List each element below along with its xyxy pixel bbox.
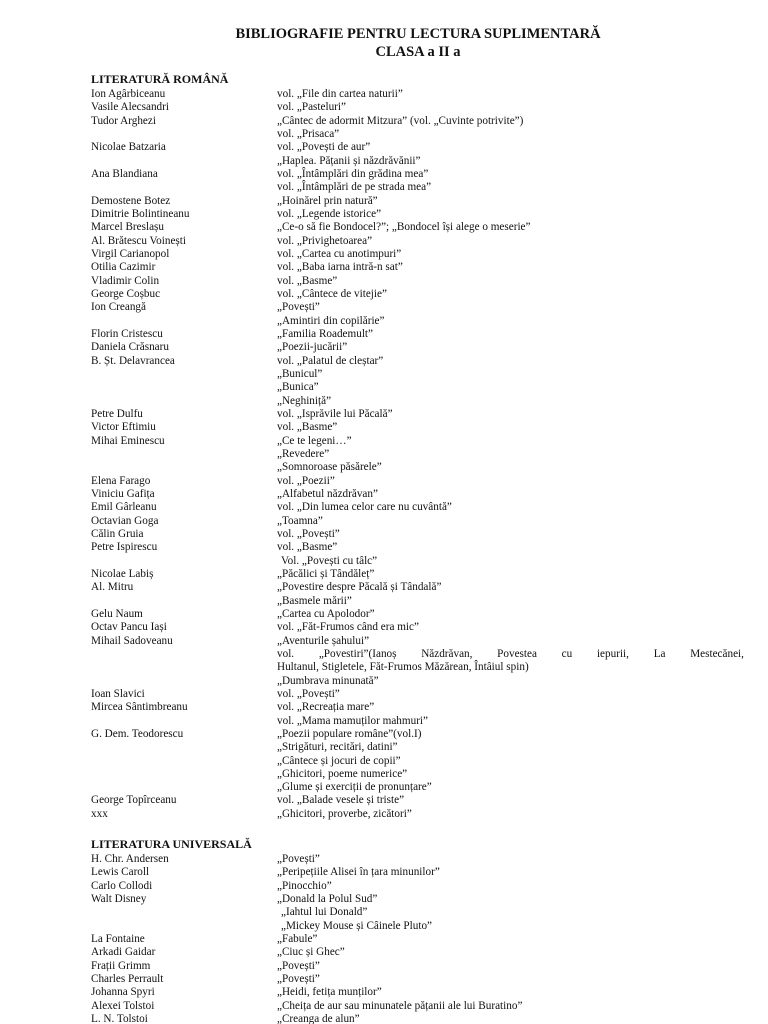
work-title: „Cântece și jocuri de copii” [277,754,401,767]
word: Povestea [497,647,537,660]
work-title: „Ghicitori, poeme numerice” [277,767,408,780]
author-name: Călin Gruia [91,527,144,540]
work-title: „Ce te legeni…” [277,434,352,447]
work-title: „Cartea cu Apolodor” [277,607,375,620]
author-name: Mihai Eminescu [91,434,165,447]
work-title: vol. „Balade vesele și triste” [277,794,405,807]
word: iepurii, [596,647,629,660]
author-name: Florin Cristescu [91,327,163,340]
list-item [0,794,768,807]
work-title: „Toamna” [277,514,323,527]
author-name: L. N. Tolstoi [91,1013,148,1024]
list-item [0,1000,768,1013]
work-title: vol. „Legende istorice” [277,207,382,220]
author-name: Walt Disney [91,893,147,906]
work-title: „Somnoroase păsărele” [277,461,382,474]
document-subtitle: CLASA a II a [375,44,461,60]
author-name: Marcel Breslașu [91,221,165,234]
list-item [0,781,768,794]
author-name: Alexei Tolstoi [91,999,155,1012]
word: Năzdrăvan, [421,647,473,660]
work-title: „Creanga de alun” [277,1013,360,1024]
list-item [0,701,768,714]
word: cu [561,647,573,660]
work-title: „Peripețiile Alisei în țara minunilor” [277,866,440,879]
author-name: Vladimir Colin [91,274,160,287]
work-title: vol. „Cântece de vitejie” [277,287,387,300]
list-item [0,261,768,274]
list-item [0,621,768,634]
document-title: BIBLIOGRAFIE PENTRU LECTURA SUPLIMENTARĂ [235,26,601,42]
author-name: H. Chr. Andersen [91,853,169,866]
work-title: „Amintiri din copilărie” [277,314,385,327]
work-title: „Alfabetul năzdrăvan” [277,487,378,500]
author-name: Petre Ispirescu [91,541,158,554]
list-item [0,755,768,768]
list-item [0,973,768,986]
work-title: „Pinocchio” [277,879,332,892]
list-item [0,715,768,728]
list-item [0,501,768,514]
work-title: vol. „Basme” [277,274,338,287]
author-name: Tudor Arghezi [91,114,156,127]
author-name: Nicolae Batzaria [91,141,166,154]
author-name: Viniciu Gafița [91,487,155,500]
list-item [0,448,768,461]
list-item [0,341,768,354]
word: La [653,647,666,660]
work-title: vol. „Isprăvile lui Păcală” [277,407,393,420]
author-name: Nicolae Labiș [91,567,154,580]
list-item [0,181,768,194]
author-name: Al. Mitru [91,581,134,594]
work-title: „Familia Roademult” [277,327,374,340]
author-name: Vasile Alecsandri [91,101,169,114]
work-title: „Ciuc și Ghec” [277,946,345,959]
list-item [0,555,768,568]
list-item [0,275,768,288]
author-name: Al. Brătescu Voinești [91,234,186,247]
list-item [0,101,768,114]
sadoveanu-povestiri-entry [277,648,744,675]
work-title: vol. „Basme” [277,541,338,554]
work-title: „Cântec de adormit Mitzura” (vol. „Cuvinte potrivite”) [277,114,524,127]
work-title: „Ghicitori, proverbe, zicători” [277,807,412,820]
author-name: Charles Perrault [91,973,164,986]
work-title: „Povești” [277,301,320,314]
work-title: „Ce-o să fie Bondocel?”; „Bondocel își alege o meserie” [277,221,531,234]
work-title: vol. „Întâmplări din grădina mea” [277,167,429,180]
author-name: Victor Eftimiu [91,421,156,434]
list-item [0,208,768,221]
list-item [0,675,768,688]
list-item [0,541,768,554]
work-title: vol. „Povești” [277,687,340,700]
list-item [0,728,768,741]
work-title: „Mickey Mouse și Câinele Pluto” [281,919,433,932]
author-name: Emil Gârleanu [91,501,157,514]
list-item [0,880,768,893]
author-name: Arkadi Gaidar [91,946,156,959]
word: vol. [277,647,295,660]
author-name: Petre Dulfu [91,407,143,420]
author-name: Virgil Carianopol [91,247,170,260]
word: Mestecănei, [690,647,744,660]
work-title: vol. „Întâmplări de pe strada mea” [277,181,432,194]
work-title: „Neghiniță” [277,394,332,407]
list-item [0,946,768,959]
list-item [0,960,768,973]
author-name: Otilia Cazimir [91,261,156,274]
work-title: „Bunicul” [277,367,323,380]
list-item [0,115,768,128]
author-name: Dimitrie Bolintineanu [91,207,190,220]
list-item [0,141,768,154]
author-name: Demostene Botez [91,194,171,207]
list-item [0,395,768,408]
list-item [0,168,768,181]
list-item [0,608,768,621]
list-item [0,235,768,248]
work-title: vol. „Povești de aur” [277,141,371,154]
author-name: Lewis Caroll [91,866,150,879]
work-title: „Bunica” [277,381,319,394]
list-item [0,301,768,314]
work-title: vol. „Baba iarna intră-n sat” [277,261,403,274]
work-title: „Glume și exerciții de pronunțare” [277,781,432,794]
work-title: „Poezii populare române”(vol.I) [277,727,422,740]
work-title: Vol. „Povești cu tâlc” [281,554,378,567]
author-name: Daniela Crăsnaru [91,341,169,354]
work-title: vol. „Cartea cu anotimpuri” [277,247,402,260]
list-item [0,741,768,754]
author-name: La Fontaine [91,933,145,946]
author-name: George Topîrceanu [91,794,177,807]
list-item [0,568,768,581]
list-item [0,328,768,341]
list-item [0,808,768,821]
author-name: Frații Grimm [91,959,151,972]
work-title: „Basmele mării” [277,594,352,607]
list-item [0,986,768,999]
work-title: „Fabule” [277,933,318,946]
list-item [0,595,768,608]
list-item [0,128,768,141]
section-heading-universala: LITERATURA UNIVERSALĂ [91,837,252,852]
work-title: „Povești” [277,973,320,986]
work-title: „Cheița de aur sau minunatele pățanii ale lui Buratino” [277,999,523,1012]
author-name: Ion Agârbiceanu [91,88,166,100]
work-title: vol. „Palatul de cleștar” [277,354,384,367]
list-item [0,368,768,381]
list-item [0,933,768,946]
list-item [0,155,768,168]
author-name: Octav Pancu Iași [91,621,167,634]
list-item [0,768,768,781]
work-title: vol. „Recreația mare” [277,701,375,714]
work-title: vol. „Mama mamuților mahmuri” [277,714,428,727]
work-title: „Dumbrava minunată” [277,674,379,687]
list-item [0,906,768,919]
author-name: Johanna Spyri [91,986,155,999]
work-title: vol. „Făt-Frumos când era mic” [277,621,419,634]
list-item [0,408,768,421]
list-item [0,528,768,541]
work-title: „Iahtul lui Donald” [281,906,368,919]
sadoveanu-povestiri-line2: Hultanul, Stigletele, Făt-Frumos Măzărean, Întâiul spin) [277,661,529,674]
work-title: „Revedere” [277,447,330,460]
work-title: „Poezii-jucării” [277,341,348,354]
author-name: Gelu Naum [91,607,143,620]
work-title: „Povestire despre Păcală și Tândală” [277,581,442,594]
list-item [0,421,768,434]
list-item [0,475,768,488]
list-item [0,635,768,648]
work-title: vol. „Basme” [277,421,338,434]
word: „Povestiri”(Ianoș [318,647,397,660]
work-title: vol. „Poezii” [277,474,335,487]
work-title: vol. „File din cartea naturii” [277,88,403,100]
list-item [0,688,768,701]
list-item [0,195,768,208]
list-item [0,515,768,528]
work-title: vol. „Din lumea celor care nu cuvântă” [277,501,452,514]
author-name: George Coșbuc [91,287,161,300]
author-name: Octavian Goga [91,514,159,527]
work-title: „Povești” [277,959,320,972]
list-item [0,853,768,866]
list-item [0,920,768,933]
list-item [0,461,768,474]
list-item [0,288,768,301]
work-title: vol. „Prisaca” [277,127,340,140]
list-item [0,435,768,448]
work-title: „Haplea. Pățanii și năzdrăvănii” [277,154,421,167]
work-title: vol. „Privighetoarea” [277,234,373,247]
list-item [0,866,768,879]
list-item [0,381,768,394]
list-item [0,315,768,328]
author-name: Carlo Collodi [91,879,153,892]
author-name: Mircea Sântimbreanu [91,701,188,714]
list-item [0,355,768,368]
author-name: Ioan Slavici [91,687,145,700]
work-title: vol. „Pasteluri” [277,101,346,114]
author-name: B. Șt. Delavrancea [91,354,175,367]
author-name: G. Dem. Teodorescu [91,727,184,740]
list-item [0,248,768,261]
sadoveanu-povestiri-line1 [277,648,744,661]
author-name: xxx [91,807,108,820]
work-title: „Povești” [277,853,320,866]
author-name: Ion Creangă [91,301,146,314]
section-heading-romana: LITERATURĂ ROMÂNĂ [91,72,229,86]
work-title: vol. „Povești” [277,527,340,540]
author-name: Mihail Sadoveanu [91,634,173,647]
list-item [0,893,768,906]
list-item [0,88,768,101]
work-title: „Aventurile șahului” [277,634,370,647]
list-item [0,221,768,234]
work-title: „Păcălici și Tândăleț” [277,567,375,580]
list-item [0,488,768,501]
list-item [0,581,768,594]
list-item [0,1013,768,1024]
author-name: Ana Blandiana [91,167,158,180]
work-title: „Heidi, fetița munților” [277,986,382,999]
work-title: „Hoinărel prin natură” [277,194,378,207]
author-name: Elena Farago [91,474,151,487]
work-title: „Strigături, recitări, datini” [277,741,398,754]
work-title: „Donald la Polul Sud” [277,893,378,906]
